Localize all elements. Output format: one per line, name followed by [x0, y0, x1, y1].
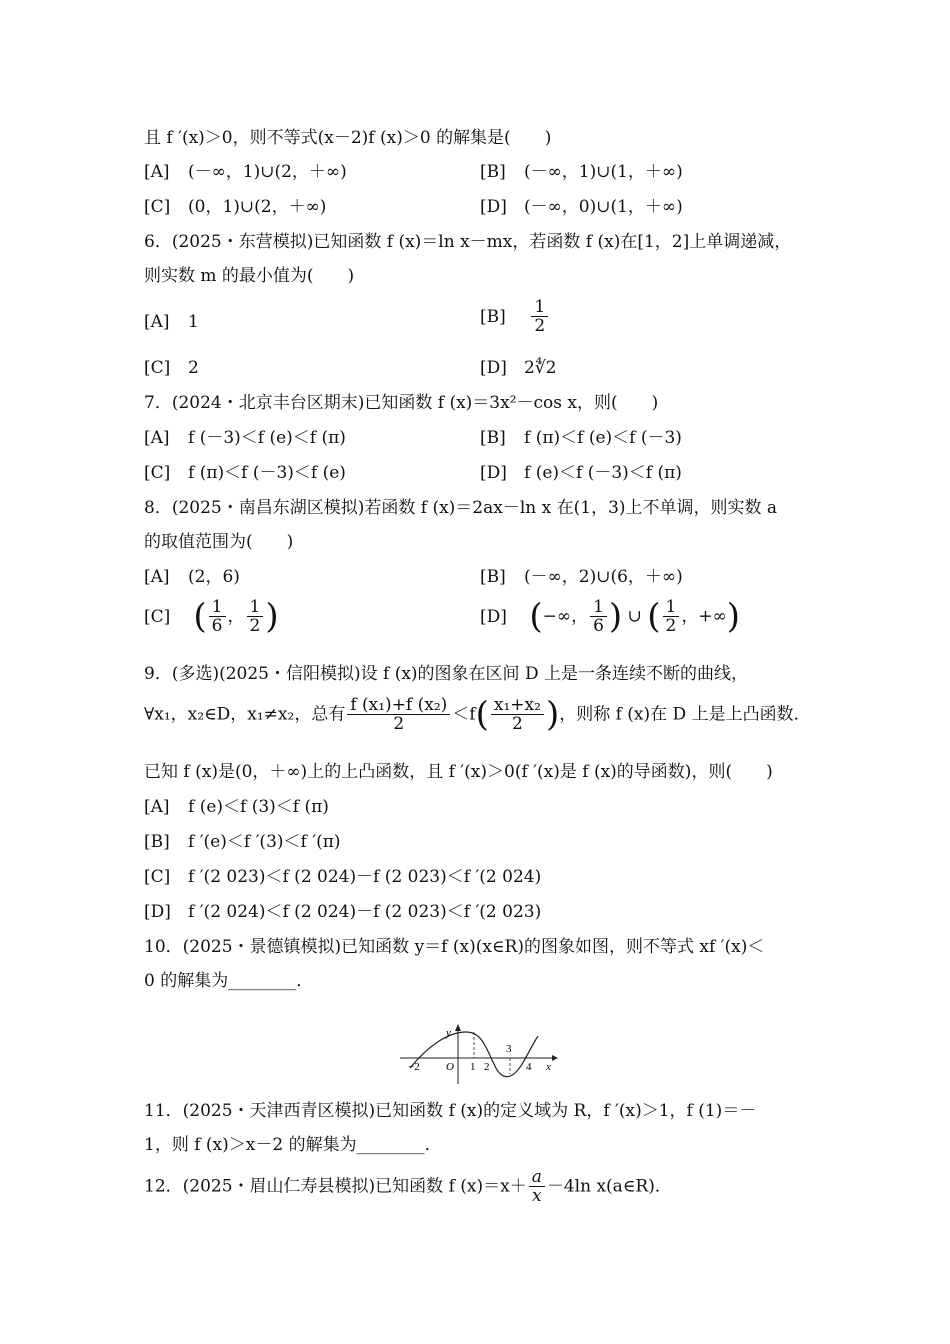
option-label: [B] — [480, 428, 506, 448]
option-label: [A] — [144, 567, 170, 587]
option-text: f (π)＜f (e)＜f (－3) — [524, 428, 682, 448]
q9-option-d — [144, 900, 541, 924]
fraction: $\frac{\text{x₁+x₂}}{2}$ — [491, 696, 544, 733]
q5-option-c — [144, 195, 326, 219]
q5-option-d — [480, 195, 683, 219]
q7-option-d — [480, 461, 682, 485]
q10-stem-line2: 0 的解集为________． — [144, 971, 314, 991]
option-text: (－∞，1)∪(1，＋∞) — [524, 162, 683, 182]
option-label: [D] — [144, 902, 171, 922]
option-label: [C] — [144, 463, 171, 483]
q9-option-b — [144, 830, 341, 854]
option-label: [D] — [480, 463, 507, 483]
option-text: f ′(2 023)＜f (2 024)－f (2 023)＜f ′(2 024) — [188, 867, 542, 887]
option-text: (－∞，2)∪(6，＋∞) — [524, 567, 683, 587]
q6-option-d — [480, 356, 556, 380]
q9-stem-line1: 9．(多选)(2025・信阳模拟)设 f (x)的图象在区间 D 上是一条连续不断的曲线， — [144, 664, 748, 684]
text: 12．(2025・眉山仁寿县模拟)已知函数 f (x)＝x＋ — [144, 1176, 527, 1197]
q7-option-b — [480, 426, 682, 450]
option-label: [B] — [144, 832, 170, 852]
tick-label: 4 — [526, 1061, 532, 1073]
option-text: 2∜2 — [524, 358, 557, 378]
fraction: $\frac{1}{6}$ — [590, 598, 607, 635]
tick-label: 1 — [470, 1061, 476, 1073]
x-label: x — [546, 1061, 551, 1073]
q5-stem: 且 f ′(x)＞0，则不等式(x－2)f (x)＞0 的解集是( ) — [144, 128, 552, 148]
q7-option-c — [144, 461, 346, 485]
option-label: [B] — [480, 306, 506, 327]
q12-stem — [144, 1168, 672, 1205]
option-text: (0，1)∪(2，＋∞) — [188, 197, 327, 217]
text: －4ln x(a∈R)． — [546, 1176, 672, 1197]
option-text: (－∞，0)∪(1，＋∞) — [524, 197, 683, 217]
q8-option-b — [480, 565, 683, 589]
left-paren: ( — [529, 596, 543, 637]
tick-label: −2 — [408, 1061, 420, 1073]
q9-option-c — [144, 865, 541, 889]
fraction: $\frac{1}{6}$ — [209, 598, 226, 635]
fraction: $\frac{\text{f (x₁)+f (x₂)}}{2}$ — [347, 696, 450, 733]
fraction: $\frac{1}{2}$ — [531, 298, 548, 335]
right-paren: ) — [545, 694, 560, 735]
tick-label: 2 — [484, 1061, 490, 1073]
option-label: [C] — [144, 606, 171, 627]
right-paren: ) — [726, 596, 740, 637]
option-text: f (－3)＜f (e)＜f (π) — [188, 428, 346, 448]
option-label: [B] — [480, 567, 506, 587]
fraction: $\frac{1}{2}$ — [247, 598, 264, 635]
option-label: [D] — [480, 197, 507, 217]
option-text: f (e)＜f (3)＜f (π) — [188, 797, 329, 817]
fraction: $\frac{1}{2}$ — [663, 598, 680, 635]
option-label: [B] — [480, 162, 506, 182]
y-axis-arrow — [455, 1024, 461, 1031]
q7-stem: 7．(2024・北京丰台区期末)已知函数 f (x)＝3x²－cos x，则( ) — [144, 393, 659, 413]
text: ＜f — [452, 704, 476, 725]
q5-option-b — [480, 160, 683, 184]
q8-stem-line2: 的取值范围为( ) — [144, 532, 294, 552]
left-paren: ( — [193, 596, 207, 637]
text: −∞， — [542, 606, 589, 627]
option-text: (－∞，1)∪(2，＋∞) — [188, 162, 347, 182]
option-text: (2，6) — [188, 567, 240, 587]
union-symbol: ∪ — [627, 606, 642, 627]
x-axis-arrow — [552, 1055, 558, 1061]
q9-stem-line2 — [144, 696, 811, 733]
option-text: f (π)＜f (－3)＜f (e) — [188, 463, 346, 483]
q7-option-a — [144, 426, 346, 450]
q8-option-a — [144, 565, 240, 589]
q8-option-c — [144, 598, 279, 635]
option-label: [A] — [144, 797, 170, 817]
q5-option-a — [144, 160, 347, 184]
q6-stem-line2: 则实数 m 的最小值为( ) — [144, 266, 355, 286]
text: ，+∞ — [681, 606, 727, 627]
origin-label: O — [446, 1061, 454, 1073]
option-label: [A] — [144, 312, 170, 332]
right-paren: ) — [265, 596, 279, 637]
option-text: f ′(2 024)＜f (2 024)－f (2 023)＜f ′(2 023) — [188, 902, 542, 922]
q6-option-a — [144, 310, 199, 334]
option-label: [A] — [144, 428, 170, 448]
q6-option-c — [144, 356, 199, 380]
option-label: [D] — [480, 606, 507, 627]
q8-stem-line1: 8．(2025・南昌东湖区模拟)若函数 f (x)＝2ax－ln x 在(1，3)上不单调，则实数 a — [144, 498, 778, 518]
option-label: [C] — [144, 197, 171, 217]
option-label: [A] — [144, 162, 170, 182]
left-paren: ( — [475, 694, 489, 735]
tick-label: 3 — [506, 1043, 512, 1055]
function-graph-figure — [398, 1024, 558, 1086]
left-paren: ( — [647, 596, 661, 637]
option-label: [D] — [480, 358, 507, 378]
q6-stem-line1: 6．(2025・东营模拟)已知函数 f (x)＝ln x－mx，若函数 f (x)在[1，2]上单调递减， — [144, 232, 792, 252]
fraction: $\frac{a}{x}$ — [529, 1168, 545, 1205]
option-label: [C] — [144, 867, 171, 887]
option-text: 2 — [188, 358, 199, 378]
option-label: [C] — [144, 358, 171, 378]
y-label: y — [446, 1027, 451, 1039]
q8-option-d — [480, 598, 740, 635]
text: ∀x₁，x₂∈D，x₁≠x₂，总有 — [144, 704, 346, 725]
q11-stem-line2: 1，则 f (x)＞x－2 的解集为________． — [144, 1135, 442, 1155]
separator: ， — [227, 606, 245, 627]
q11-stem-line1: 11．(2025・天津西青区模拟)已知函数 f (x)的定义域为 R，f ′(x)＞1，f (1)＝－ — [144, 1101, 757, 1121]
q9-stem-line3: 已知 f (x)是(0，＋∞)上的上凸函数，且 f ′(x)＞0(f ′(x)是 f (x)的导函数)，则( ) — [144, 762, 773, 782]
option-text: 1 — [188, 312, 199, 332]
q6-option-b — [480, 298, 550, 335]
right-paren: ) — [608, 596, 623, 637]
q10-stem-line1: 10．(2025・景德镇模拟)已知函数 y＝f (x)(x∈R)的图象如图，则不等式 xf ′(x)＜ — [144, 937, 765, 957]
q9-option-a — [144, 795, 329, 819]
text: ，则称 f (x)在 D 上是上凸函数． — [559, 704, 811, 725]
option-text: f ′(e)＜f ′(3)＜f ′(π) — [188, 832, 341, 852]
option-text: f (e)＜f (－3)＜f (π) — [524, 463, 682, 483]
